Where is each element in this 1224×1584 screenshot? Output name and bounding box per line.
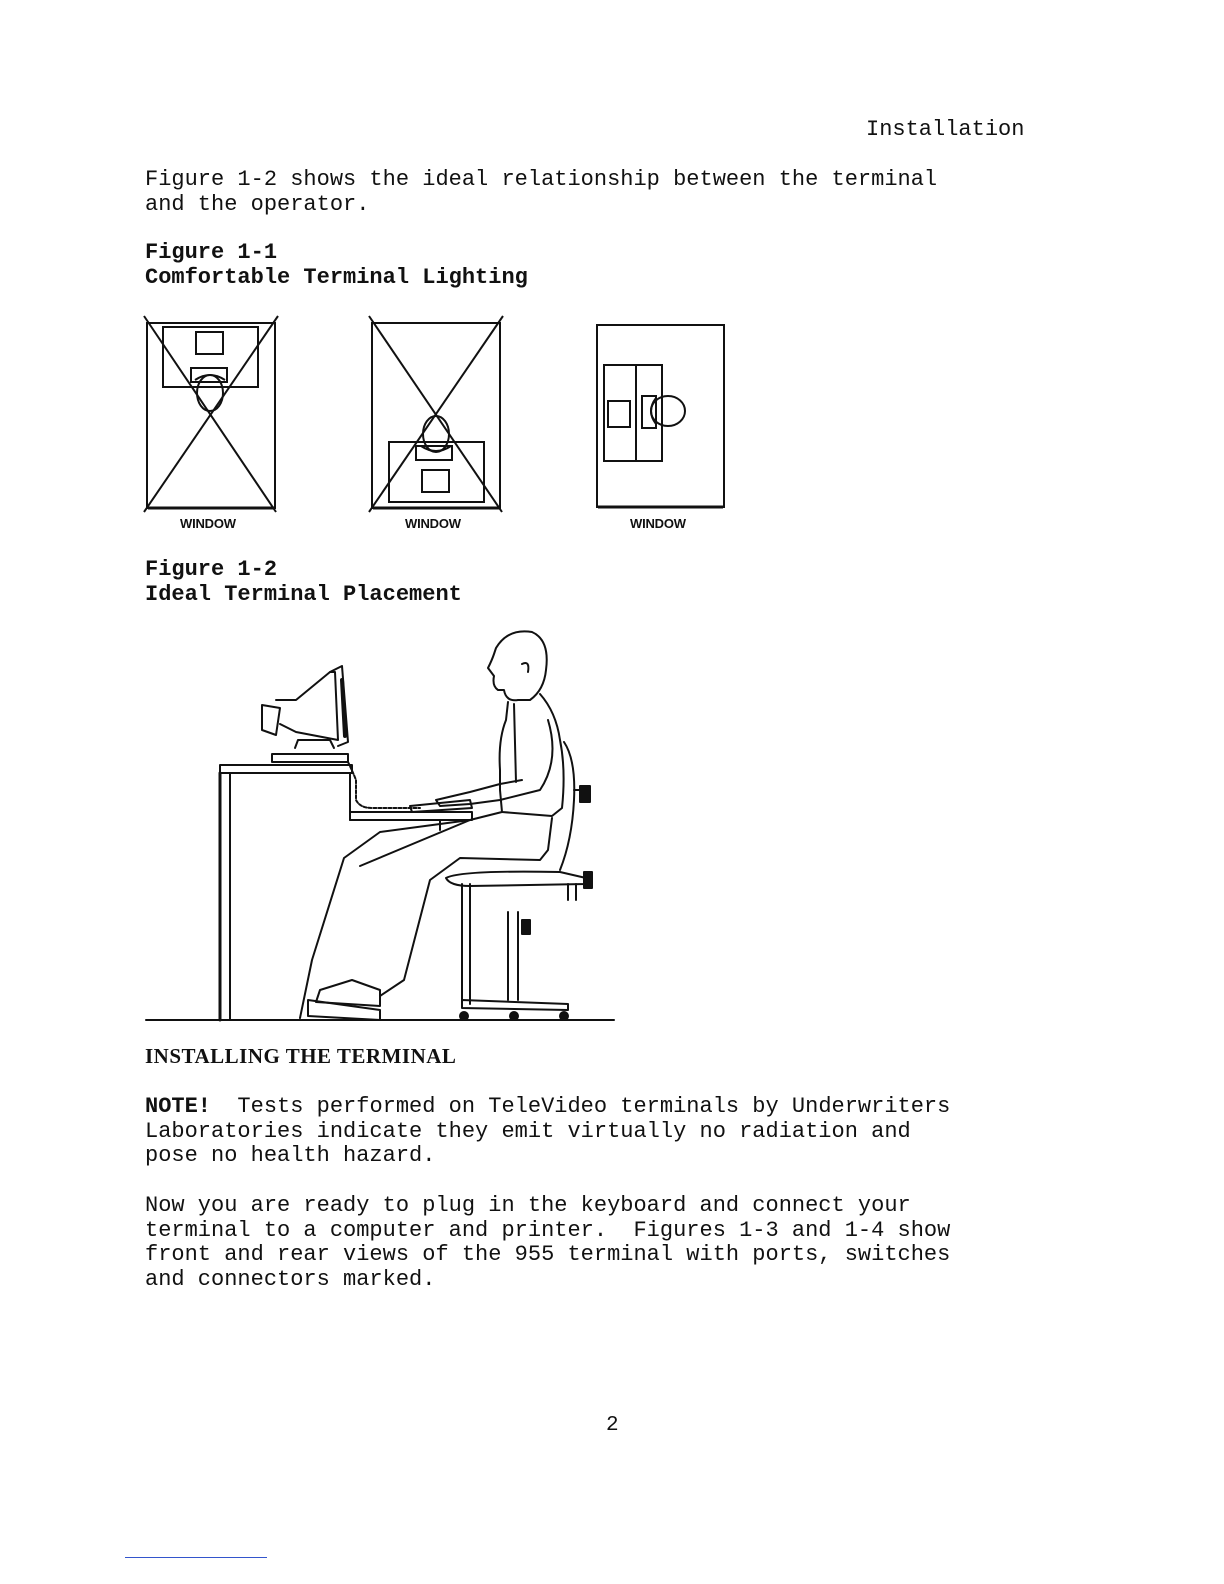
chair-drawing [446, 742, 592, 1020]
note-text: Tests performed on TeleVideo terminals by Underwriters Laboratories indicate they emit virtually no radiation and pose no health hazard. [145, 1094, 951, 1168]
figure-1-2-number: Figure 1-2 [145, 557, 278, 582]
operator-drawing [300, 631, 564, 1020]
running-header: Installation [866, 117, 1025, 142]
ready-paragraph: Now you are ready to plug in the keyboard and connect your terminal to a computer and printer. Figures 1-3 and 1-4 show front and rear views of the 955 terminal with ports, switches and connectors marked. [145, 1193, 951, 1292]
fig1-panel-3-label: WINDOW [630, 516, 686, 531]
fig1-panel-2-label: WINDOW [405, 516, 461, 531]
figure-1-1-title: Comfortable Terminal Lighting [145, 264, 528, 290]
section-heading: INSTALLING THE TERMINAL [145, 1044, 457, 1068]
note-paragraph [145, 1095, 950, 1169]
cable-drawing [348, 762, 420, 808]
monitor-drawing [262, 666, 348, 762]
figure-1-1-number: Figure 1-1 [145, 240, 278, 265]
figure-1-2-title: Ideal Terminal Placement [145, 581, 462, 607]
fig1-panel-1-label: WINDOW [180, 516, 236, 531]
note-label: NOTE! [145, 1094, 212, 1119]
page-number: 2 [606, 1414, 619, 1437]
page-footer-rule [125, 1557, 267, 1558]
intro-paragraph: Figure 1-2 shows the ideal relationship between the terminal and the operator. [145, 167, 938, 217]
